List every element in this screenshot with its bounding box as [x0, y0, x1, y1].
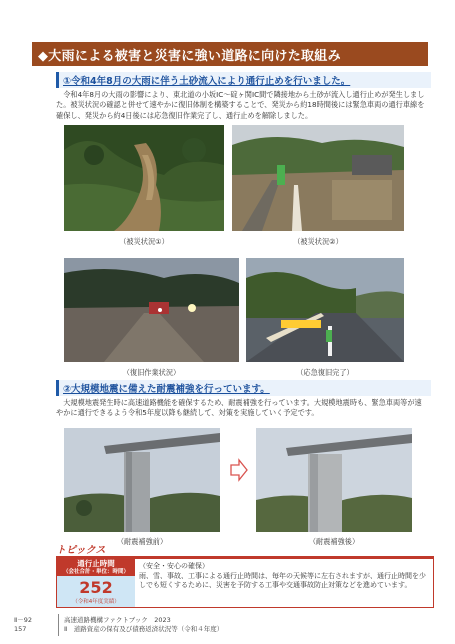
footer-chapter: Ⅱ 道路資産の保有及び債務返済状況等（令和４年度） [64, 625, 224, 633]
arrow-right-icon [229, 458, 249, 482]
page-header [32, 42, 428, 66]
caption-restoration-work: （復旧作業状況） [122, 368, 181, 377]
topics-label: トピックス [56, 545, 106, 556]
caption-damage-1: （被災状況①） [119, 237, 169, 246]
stat-note: （令和4年度実績） [72, 599, 120, 605]
photo-restoration-work [64, 258, 239, 362]
footer-page-info [14, 616, 32, 634]
stat-header [57, 559, 135, 576]
stat-box [57, 559, 135, 607]
caption-seismic-after: （耐震補強後） [308, 537, 360, 546]
section1-title: ①令和4年8月の大雨に伴う土砂流入により通行止めを行いました。 [63, 76, 351, 87]
caption-seismic-before: （耐震補強前） [116, 537, 168, 546]
page-title: ◆大雨による被害と災害に強い道路に向けた取組み [38, 49, 341, 64]
section2-title: ②大規模地震に備えた耐震補強を行っています。 [63, 384, 270, 395]
topics-body-text: 雨、雪、事故、工事による通行止時間は、毎年の天候等に左右されますが、通行止時間を少しでも短くするために、災害を予防する工事や交通事故防止対策などを進めています。 [139, 571, 426, 590]
photo-seismic-after [256, 428, 412, 532]
photo-restoration-complete [246, 258, 404, 362]
footer-separator [58, 614, 59, 636]
photo-seismic-before [64, 428, 220, 532]
footer-book-info [64, 616, 223, 634]
photo-damage-2 [232, 125, 404, 231]
caption-restoration-complete: （応急復旧完了） [296, 368, 354, 377]
section2-body: 大規模地震発生時に高速道路機能を確保するため、耐震補強を行っています。大規模地震時も、緊急車両等が速やかに通行できるよう令和5年度以降も継続して、対策を実施していく予定です。 [56, 398, 422, 418]
topics-box [56, 558, 434, 608]
stat-value: 252 [79, 578, 113, 597]
footer-page-number: 157 [14, 625, 27, 633]
section1-body: 令和4年8月の大雨の影響により、東北道の小坂IC～碇ヶ関IC間で隣接地から土砂が流入し通行止めが発生しました。被災状況の確認と併せて速やかに復旧体制を構築することで、発災から約18時間後には緊急車両の通行車線を確保し、発災から約4日後には応急復旧作業完了し、通行止めを解除しました。 [56, 90, 425, 120]
footer-book-title: 高速道路機構ファクトブック 2023 [64, 616, 171, 624]
stat-title: 通行止時間 [77, 559, 115, 568]
topics-body-title: （安全・安心の確保） [139, 562, 209, 570]
photo-damage-1 [64, 125, 224, 231]
footer-page-code: Ⅱ－92 [14, 616, 32, 624]
section2-title-bar [56, 380, 431, 396]
stat-subtitle: （会社合計・単位：時間） [62, 568, 129, 575]
topics-body [139, 562, 429, 591]
caption-damage-2: （被災状況②） [293, 237, 343, 246]
section1-title-bar [56, 72, 431, 88]
